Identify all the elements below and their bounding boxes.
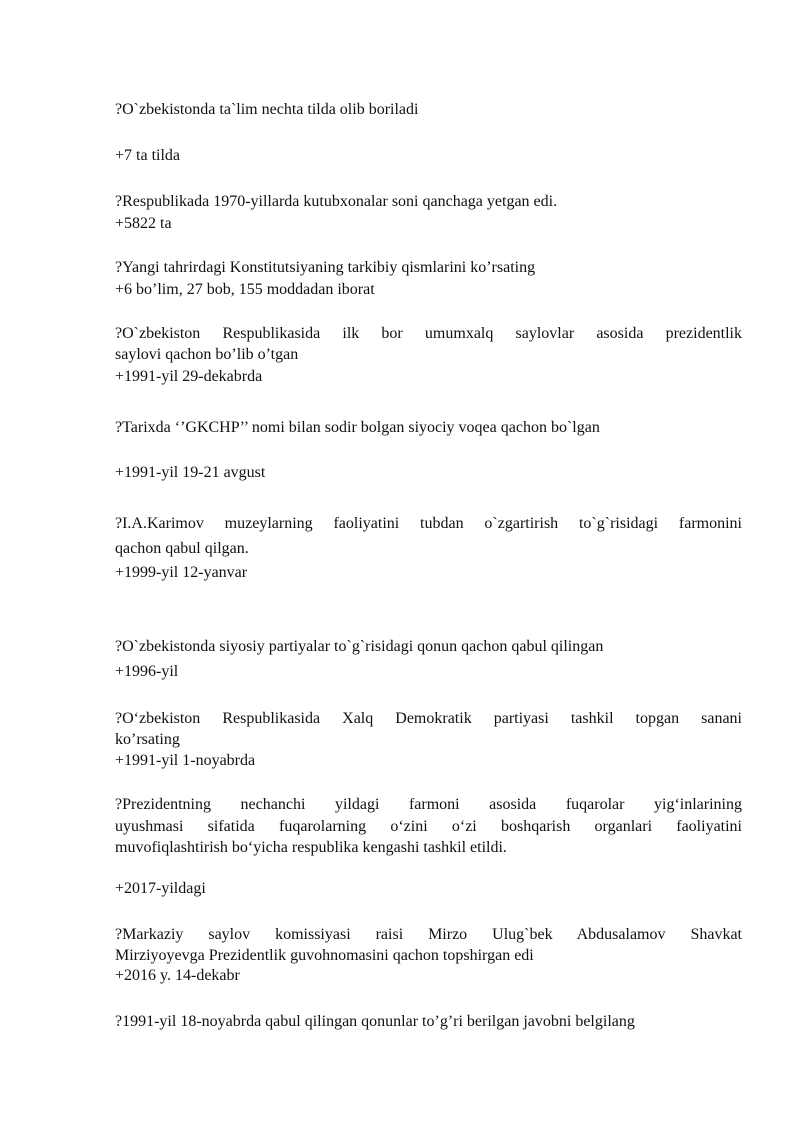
answer-line: +6 bo’lim, 27 bob, 155 moddadan iborat (115, 281, 375, 298)
answer-line: +5822 ta (115, 215, 172, 232)
question-line: ?I.A.Karimov muzeylarning faoliyatini tubdan o`zgartirish to`g`risidagi farmonini (115, 515, 742, 532)
answer-line: +1991-yil 1-noyabrda (115, 752, 256, 769)
question-line: ?Tarixda ‘’GKCHP’’ nomi bilan sodir bolgan siyociy voqea qachon bo`lgan (115, 419, 600, 436)
question-line: ?Markaziy saylov komissiyasi raisi Mirzo Ulug`bek Abdusalamov Shavkat (115, 926, 742, 943)
question-line: saylovi qachon bo’lib o’tgan (115, 346, 299, 363)
question-line: ?Yangi tahrirdagi Konstitutsiyaning tarkibiy qismlarini ko’rsating (115, 259, 536, 276)
answer-line: +2016 y. 14-dekabr (115, 967, 240, 984)
question-line: muvofiqlashtirish bo‘yicha respublika kengashi tashkil etildi. (115, 839, 507, 856)
answer-line: +1991-yil 19-21 avgust (115, 464, 266, 481)
question-line: ?O`zbekistonda ta`lim nechta tilda olib boriladi (115, 101, 419, 118)
question-line: ?O`zbekiston Respublikasida ilk bor umumxalq saylovlar asosida prezidentlik (115, 325, 742, 342)
question-line: qachon qabul qilgan. (115, 540, 249, 557)
question-line: ?Prezidentning nechanchi yildagi farmoni asosida fuqarolar yig‘inlarining (115, 796, 742, 813)
answer-line: +1991-yil 29-dekabrda (115, 368, 263, 385)
answer-line: +7 ta tilda (115, 147, 181, 164)
question-line: ?O`zbekistonda siyosiy partiyalar to`g`risidagi qonun qachon qabul qilingan (115, 638, 604, 655)
question-line: Mirziyoyevga Prezidentlik guvohnomasini qachon topshirgan edi (115, 947, 534, 964)
answer-line: +1996-yil (115, 663, 179, 680)
answer-line: +2017-yildagi (115, 880, 206, 897)
question-line: ?Respublikada 1970-yillarda kutubxonalar soni qanchaga yetgan edi. (115, 193, 558, 210)
question-line: ko’rsating (115, 731, 180, 748)
question-line: uyushmasi sifatida fuqarolarning o‘zini o‘zi boshqarish organlari faoliyatini (115, 818, 742, 835)
question-line: ?O‘zbekiston Respublikasida Xalq Demokratik partiyasi tashkil topgan sanani (115, 710, 742, 727)
answer-line: +1999-yil 12-yanvar (115, 564, 248, 581)
question-line: ?1991-yil 18-noyabrda qabul qilingan qonunlar to’g’ri berilgan javobni belgilang (115, 1013, 635, 1030)
